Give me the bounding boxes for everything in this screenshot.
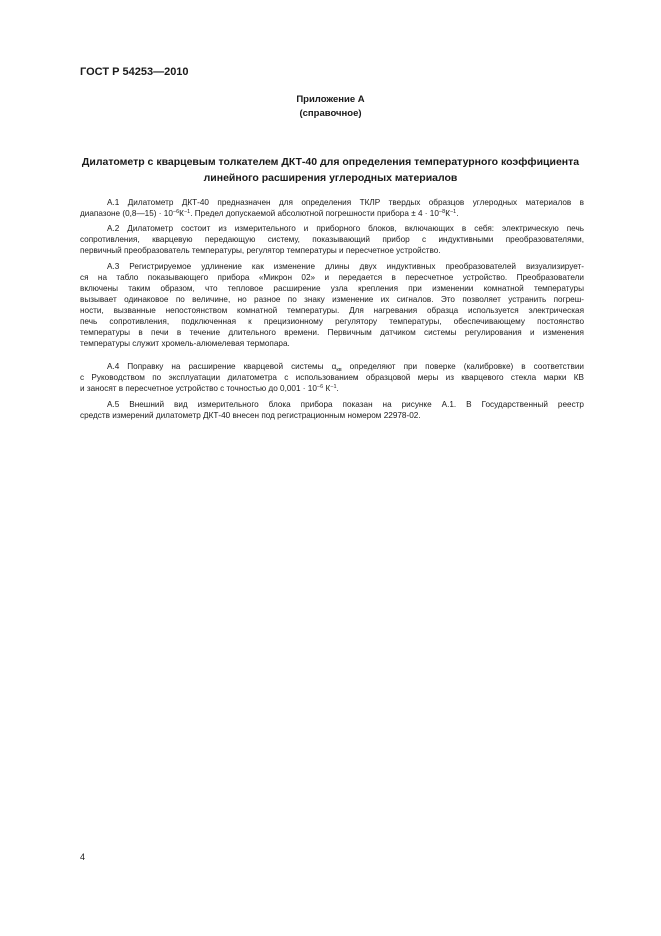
annex-type: (справочное) bbox=[299, 108, 362, 119]
paragraph-a2-line-2: сопротивления, кварцевую передающую систему, показывающий прибор с индуктивными преобразователями, bbox=[80, 235, 584, 244]
paragraph-a1-line-2: диапазоне (0,8—15) · $10^{-6}К^{-1}$. Предел допускаемой абсолютной погрешности прибора ± $4 \cdot 10^{-8}К^{-1}$. bbox=[80, 209, 459, 218]
paragraph-a3-line-1: А.3 Регистрируемое удлинение как изменение длины двух индуктивных преобразователей визуализирует- bbox=[107, 262, 584, 271]
paragraph-a4-line-2: с Руководством по эксплуатации дилатометра с использованием образцовой меры из кварцевого стекла марки КВ bbox=[80, 373, 584, 382]
paragraph-a1-line-1: А.1 Дилатометр ДКТ-40 предназначен для определения ТКЛР твердых образцов углеродных материалов в bbox=[107, 198, 584, 207]
paragraph-a5-line-2: средств измерений дилатометр ДКТ-40 внесен под регистрационным номером 22978-02. bbox=[80, 411, 421, 420]
paragraph-a3-line-4: вызывает одинаковое по величине, но разное по знаку изменение их сигналов. Это позволяет устранить погреш- bbox=[80, 295, 584, 304]
paragraph-a3-line-7: температуры в печи в течение длительного времени. Первичным датчиком системы регулирования и изменения bbox=[80, 328, 584, 337]
page-number: 4 bbox=[80, 852, 86, 862]
annex-title-line-1: Дилатометр с кварцевым толкателем ДКТ-40 для определения температурного коэффициента bbox=[81, 156, 580, 168]
paragraph-a3-line-6: печь сопротивления, подключенная к прецизионному регулятору температуры, обеспечивающему постоянство bbox=[80, 317, 584, 326]
paragraph-a4-line-3: и заносят в пересчетное устройство с точностью до $0,001 \cdot 10^{-6}$ $К^{-1}$. bbox=[80, 384, 339, 393]
annex-title-line-2: линейного расширения углеродных материалов bbox=[203, 172, 458, 184]
annex-label: Приложение А bbox=[296, 94, 365, 105]
paragraph-a2-line-3: первичный преобразователь температуры, регулятор температуры и пересчетное устройство. bbox=[80, 246, 441, 255]
paragraph-a3-line-8: температуры служит хромель-алюмелевая термопара. bbox=[80, 339, 290, 348]
paragraph-a3-line-5: ности, вызванные непостоянством комнатной температуры. Для нагревания образца используется электрическая bbox=[80, 306, 584, 315]
document-header: ГОСТ Р 54253—2010 bbox=[80, 66, 189, 78]
paragraph-a3-line-3: включены таким образом, что тепловое расширение узла крепления при изменении комнатной температуры bbox=[80, 284, 584, 293]
paragraph-a2-line-1: А.2 Дилатометр состоит из измерительного и приборного блоков, включающих в себя: электрическую печь bbox=[107, 224, 584, 233]
paragraph-a3-line-2: ся на табло показывающего прибора «Микрон 02» и передается в пересчетное устройство. Преобразователи bbox=[80, 273, 584, 282]
paragraph-a4-line-1: А.4 Поправку на расширение кварцевой системы $\alpha_{кв}$ определяют при поверке (калибровке) в соответствии bbox=[107, 362, 584, 373]
paragraph-a5-line-1: А.5 Внешний вид измерительного блока прибора показан на рисунке А.1. В Государственный реестр bbox=[107, 400, 584, 409]
